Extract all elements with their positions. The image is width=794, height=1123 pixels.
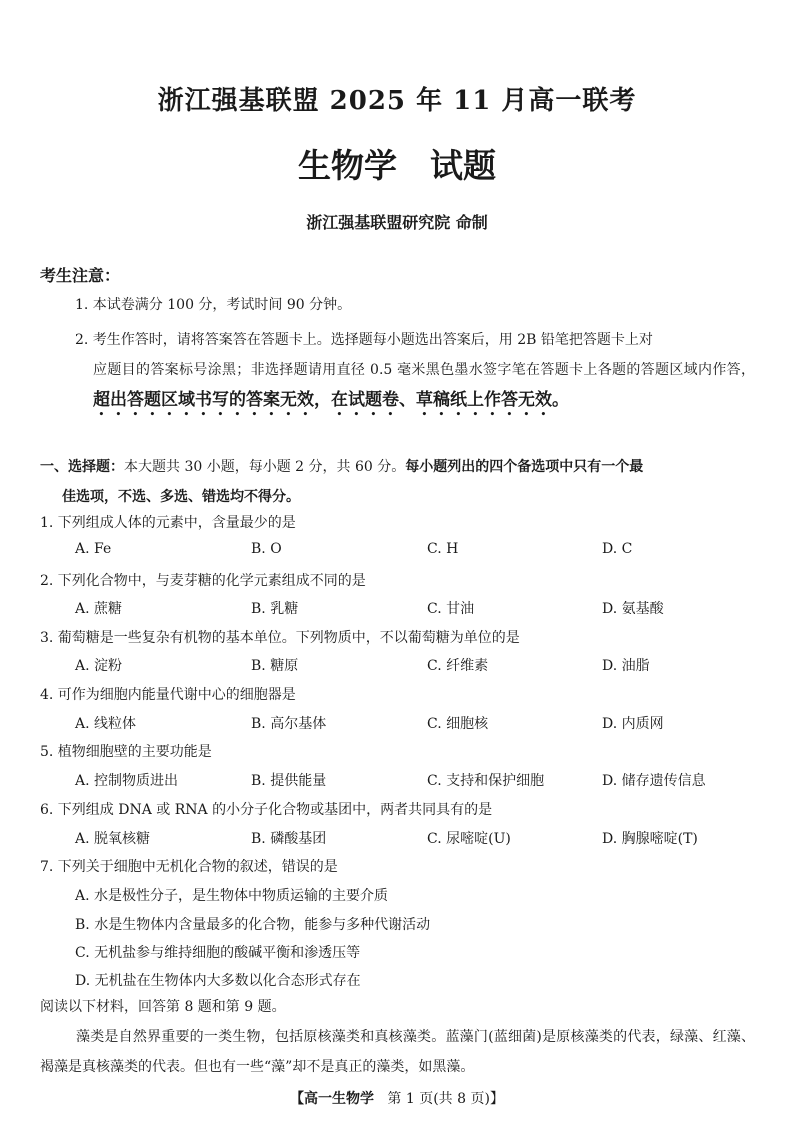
- question-7-option-c: C. 无机盐参与维持细胞的酸碱平衡和渗透压等: [75, 945, 361, 961]
- notice-emphasis: 超出答题区域书写的答案无效，在试题卷、草稿纸上作答无效。: [93, 390, 569, 410]
- notice-item-2-rest: [75, 355, 755, 420]
- question-1-option-d: D. C: [602, 541, 633, 557]
- section-1-desc-a: 本大题共 30 小题，每小题 2 分，共 60 分。: [124, 459, 406, 475]
- question-1-option-a: A. Fe: [75, 541, 112, 557]
- question-2-stem: 2. 下列化合物中，与麦芽糖的化学元素组成不同的是: [40, 573, 366, 589]
- question-2-option-b: B. 乳糖: [251, 601, 299, 617]
- question-6-option-d: D. 胸腺嘧啶(T): [602, 831, 698, 847]
- question-6-stem: 6. 下列组成 DNA 或 RNA 的小分子化合物或基团中，两者共同具有的是: [40, 802, 493, 818]
- question-2-option-d: D. 氨基酸: [602, 601, 664, 617]
- question-4-option-a: A. 线粒体: [75, 716, 137, 732]
- section-1-label: 一、选择题：: [40, 459, 124, 475]
- question-6-option-a: A. 脱氧核糖: [75, 831, 151, 847]
- section-1-desc-b: 每小题列出的四个备选项中只有一个最: [405, 459, 644, 475]
- notice-item-2: [75, 325, 755, 420]
- author-line: 浙江强基联盟研究院 命制: [306, 213, 488, 232]
- notice-heading: 考生注意：: [40, 266, 121, 285]
- page-footer: [0, 1088, 794, 1108]
- question-2-option-a: A. 蔗糖: [75, 601, 123, 617]
- question-5-option-d: D. 储存遗传信息: [602, 773, 706, 789]
- question-4-option-b: B. 高尔基体: [251, 716, 327, 732]
- question-2-option-c: C. 甘油: [427, 601, 475, 617]
- question-5-option-b: B. 提供能量: [251, 773, 327, 789]
- question-7-stem: 7. 下列关于细胞中无机化合物的叙述，错误的是: [40, 859, 338, 875]
- passage-intro: 阅读以下材料，回答第 8 题和第 9 题。: [40, 999, 286, 1015]
- question-1-option-c: C. H: [427, 541, 459, 557]
- notice-item-2-line1: 2. 考生作答时，请将答案答在答题卡上。选择题每小题选出答案后，用 2B 铅笔把答题卡上对: [75, 332, 653, 348]
- reading-passage: [40, 992, 755, 1082]
- question-3-option-b: B. 糖原: [251, 658, 299, 674]
- question-6-option-b: B. 磷酸基团: [251, 831, 327, 847]
- exam-title: 浙江强基联盟 2025 年 11 月高一联考: [157, 86, 637, 116]
- question-5-option-a: A. 控制物质进出: [75, 773, 179, 789]
- section-1-heading: [40, 452, 755, 512]
- question-1-option-b: B. O: [251, 541, 282, 557]
- question-4-option-c: C. 细胞核: [427, 716, 489, 732]
- question-4-stem: 4. 可作为细胞内能量代谢中心的细胞器是: [40, 687, 296, 703]
- question-5-option-c: C. 支持和保护细胞: [427, 773, 545, 789]
- footer-label: 【高一生物学: [290, 1091, 375, 1107]
- question-1-stem: 1. 下列组成人体的元素中，含量最少的是: [40, 515, 296, 531]
- question-6-option-c: C. 尿嘧啶(U): [427, 831, 511, 847]
- question-7-option-a: A. 水是极性分子，是生物体中物质运输的主要介质: [75, 888, 389, 904]
- question-3-option-d: D. 油脂: [602, 658, 650, 674]
- subject-title: 生物学 试题: [298, 146, 496, 185]
- question-5-stem: 5. 植物细胞壁的主要功能是: [40, 744, 212, 760]
- question-3-stem: 3. 葡萄糖是一些复杂有机物的基本单位。下列物质中，不以葡萄糖为单位的是: [40, 630, 520, 646]
- question-3-option-c: C. 纤维素: [427, 658, 489, 674]
- question-7-option-b: B. 水是生物体内含量最多的化合物，能参与多种代谢活动: [75, 917, 431, 933]
- passage-body: 藻类是自然界重要的一类生物，包括原核藻类和真核藻类。蓝藻门(蓝细菌)是原核藻类的代表，绿藻、红藻、褐藻是真核藻类的代表。但也有一些“藻”却不是真正的藻类，如黑藻。: [40, 1029, 755, 1075]
- question-7-option-d: D. 无机盐在生物体内大多数以化合态形式存在: [75, 973, 361, 989]
- section-1-desc-c: 佳选项，不选、多选、错选均不得分。: [62, 489, 300, 505]
- question-4-option-d: D. 内质网: [602, 716, 664, 732]
- notice-item-2-text: 应题目的答案标号涂黑；非选择题请用直径 0.5 毫米黑色墨水签字笔在答题卡上各题的答题区域内作答，: [93, 362, 755, 378]
- notice-item-1: 1. 本试卷满分 100 分，考试时间 90 分钟。: [75, 297, 352, 313]
- question-3-option-a: A. 淀粉: [75, 658, 123, 674]
- footer-page-number: 第 1 页(共 8 页)】: [387, 1091, 504, 1107]
